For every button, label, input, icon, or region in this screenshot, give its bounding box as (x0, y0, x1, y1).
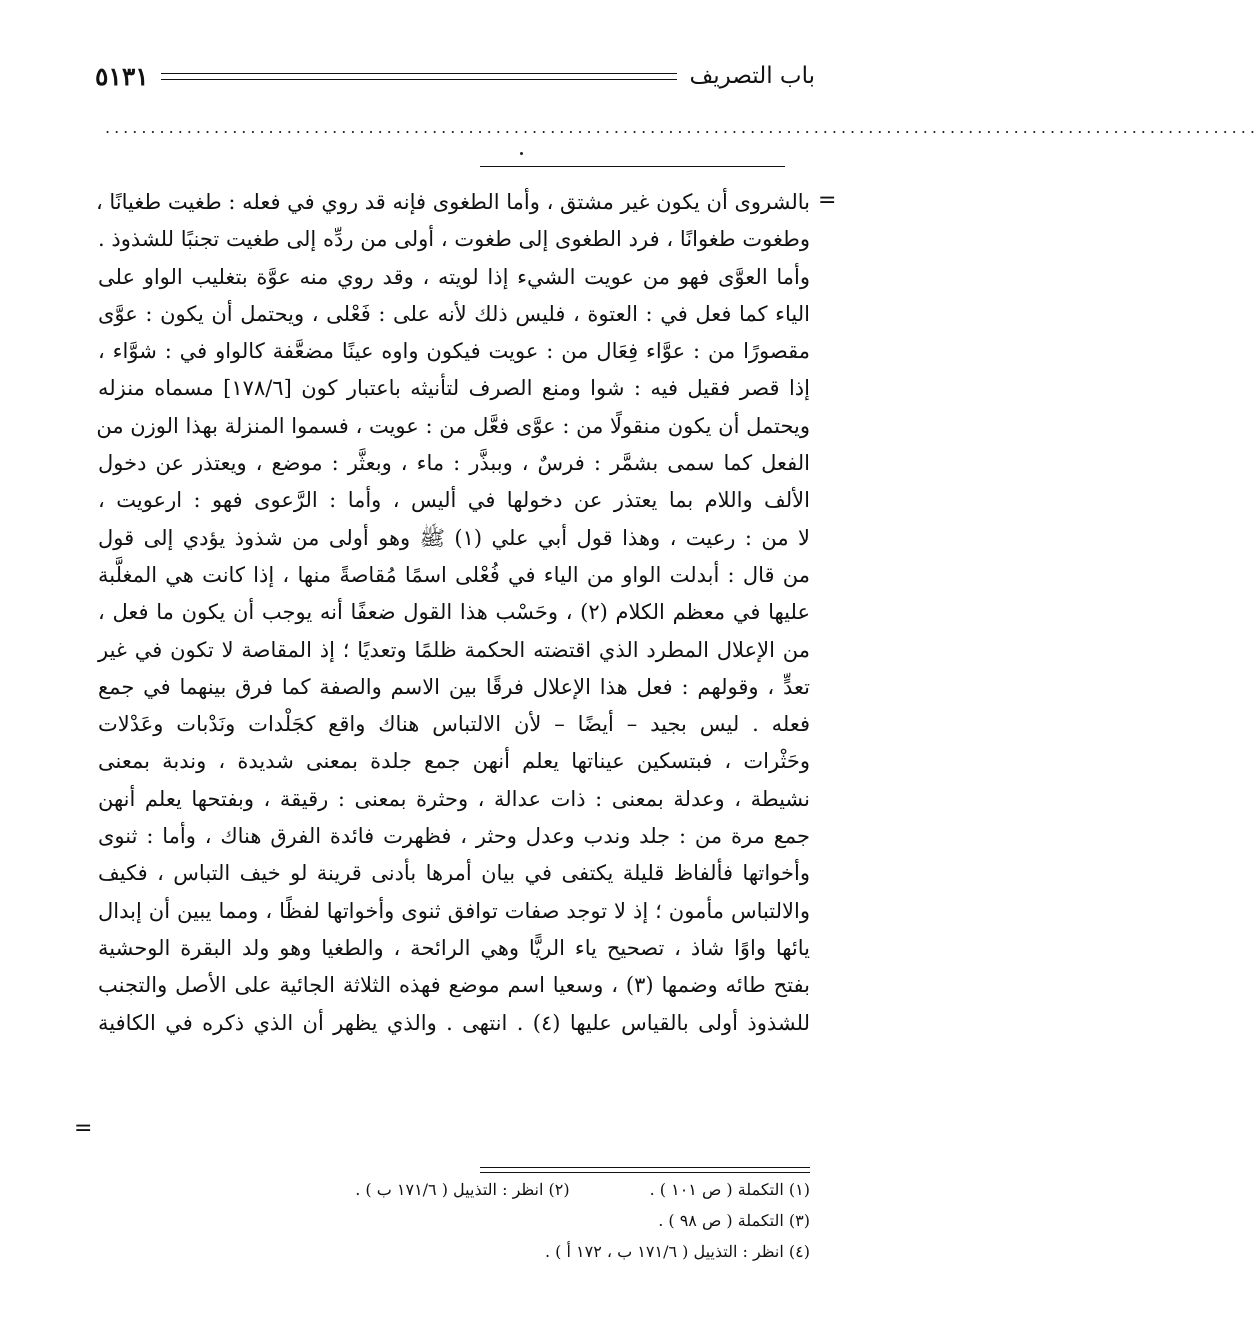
footnote-row (150, 1180, 810, 1211)
section-rule (480, 166, 785, 167)
footnote-row (150, 1211, 810, 1242)
text-line: لا من : رعيت ، وهذا قول أبي علي (١) ﷺ وهو أولى من شذوذ يؤدي إلى قول (98, 525, 810, 550)
text-line: تعدٍّ ، وقولهم : فعل هذا الإعلال فرقًا بين الاسم والصفة كما فرق بينهما في جمع (98, 674, 810, 699)
text-line: وأما العوَّى فهو من عويت الشيء إذا لويته ، وقد روي منه عوَّة بتغليب الواو على (98, 264, 810, 289)
text-line: وطغوت طغوانًا ، فرد الطغوى إلى طغوت ، أولى من ردِّه إلى طغيت تجنبًا للشذوذ . (98, 227, 810, 252)
text-line: مقصورًا من : عوَّاء فِعَال من : عويت فيكون واوه عينًا مضعَّفة كالواو في : شوَّاء ، (98, 339, 810, 364)
main-text (95, 184, 810, 1164)
text-line: نشيطة ، وعدلة بمعنى : ذات عدالة ، وحثرة بمعنى : رقيقة ، وبفتحها يعلم أنهن (98, 786, 810, 811)
footnote-2: (٢) انظر : التذييل ( ١٧١/٦ ب ) . (355, 1180, 570, 1199)
separator-dot (520, 152, 523, 155)
text-line: من الإعلال المطرد الذي اقتضته الحكمة ظلمًا وتعديًا ؛ إذ المقاصة لا تكون في غير (98, 637, 810, 662)
footnote-1: (١) التكملة ( ص ١٠١ ) . (649, 1180, 810, 1199)
chapter-title: باب التصريف (689, 63, 815, 89)
running-header (95, 58, 815, 94)
text-line: وحَثْرات ، فبتسكين عيناتها يعلم أنهن جمع جلدة بمعنى شديدة ، وندبة بمعنى (98, 749, 810, 774)
text-line: فعله . ليس بجيد – أيضًا – لأن الالتباس هناك واقع كجَلْدات ونَدْبات وعَدْلات (98, 712, 810, 737)
text-line: الألف واللام بما يعتذر عن دخولها في أليس ، وأما : الرَّعوى فهو : ارعويت ، (98, 488, 810, 513)
footnotes (150, 1180, 810, 1273)
text-line: ويحتمل أن يكون منقولًا من : عوَّى فعَّل من : عويت ، فسموا المنزلة بهذا الوزن من (96, 413, 810, 438)
text-line: عليها في معظم الكلام (٢) ، وحَسْب هذا القول ضعفًا أنه يوجب أن يكون ما فعل ، (98, 600, 810, 625)
text-line: بالشروى أن يكون غير مشتق ، وأما الطغوى فإنه قد روي في فعله : طغيت طغيانًا ، (95, 190, 810, 214)
continuation-mark-end: = (74, 1116, 93, 1141)
text-line: والالتباس مأمون ؛ إذ لا توجد صفات توافق ثنوى وأخواتها لفظًا ، ومما يبين أن إبدال (98, 898, 810, 923)
footnote-3: (٣) التكملة ( ص ٩٨ ) . (658, 1211, 810, 1230)
text-line: جمع مرة من : جلد وندب وعدل وحثر ، فظهرت فائدة الفرق هناك ، وأما : ثنوى (98, 824, 810, 849)
header-rule (161, 73, 678, 80)
footnote-rule (480, 1167, 810, 1173)
continuation-mark-start: = (818, 188, 837, 213)
dotted-separator: ............................................................................................................................... (105, 118, 1259, 137)
text-line: الياء كما فعل في : العتوة ، فليس ذلك لأنه على : فَعْلى ، ويحتمل أن يكون : عوَّى (98, 301, 810, 326)
text-line: للشذوذ أولى بالقياس عليها (٤) . انتهى . والذي يظهر أن الذي ذكره في الكافية (98, 1010, 810, 1035)
text-line: إذا قصر فقيل فيه : شوا ومنع الصرف لتأنيثه باعتبار كون [١٧٨/٦] مسماه منزله (98, 376, 810, 401)
text-line: بفتح طائه وضمها (٣) ، وسعيا اسم موضع فهذه الثلاثة الجائية على الأصل والتجنب (98, 973, 810, 998)
text-line: يائها واوًا شاذ ، تصحيح ياء الريًّا وهي الرائحة ، والطغيا وهو ولد البقرة الوحشية (98, 935, 810, 960)
footnote-row (150, 1242, 810, 1273)
footnote-4: (٤) انظر : التذييل ( ١٧١/٦ ب ، ١٧٢ أ ) . (544, 1242, 810, 1261)
text-line: الفعل كما سمى بشمَّر : فرسٌ ، وببذَّر : ماء ، وبعثَّر : موضع ، ويعتذر عن دخول (98, 451, 810, 476)
text-line: وأخواتها فألفاظ قليلة يكتفى في بيان أمرها بأدنى قرينة لو خيف التباس ، فكيف (98, 861, 810, 886)
page-number: ٥١٣١ (95, 61, 149, 91)
text-line: من قال : أبدلت الواو من الياء في فُعْلى اسمًا مُقاصةً منها ، إذا كانت هي المغلَّبة (98, 562, 810, 587)
